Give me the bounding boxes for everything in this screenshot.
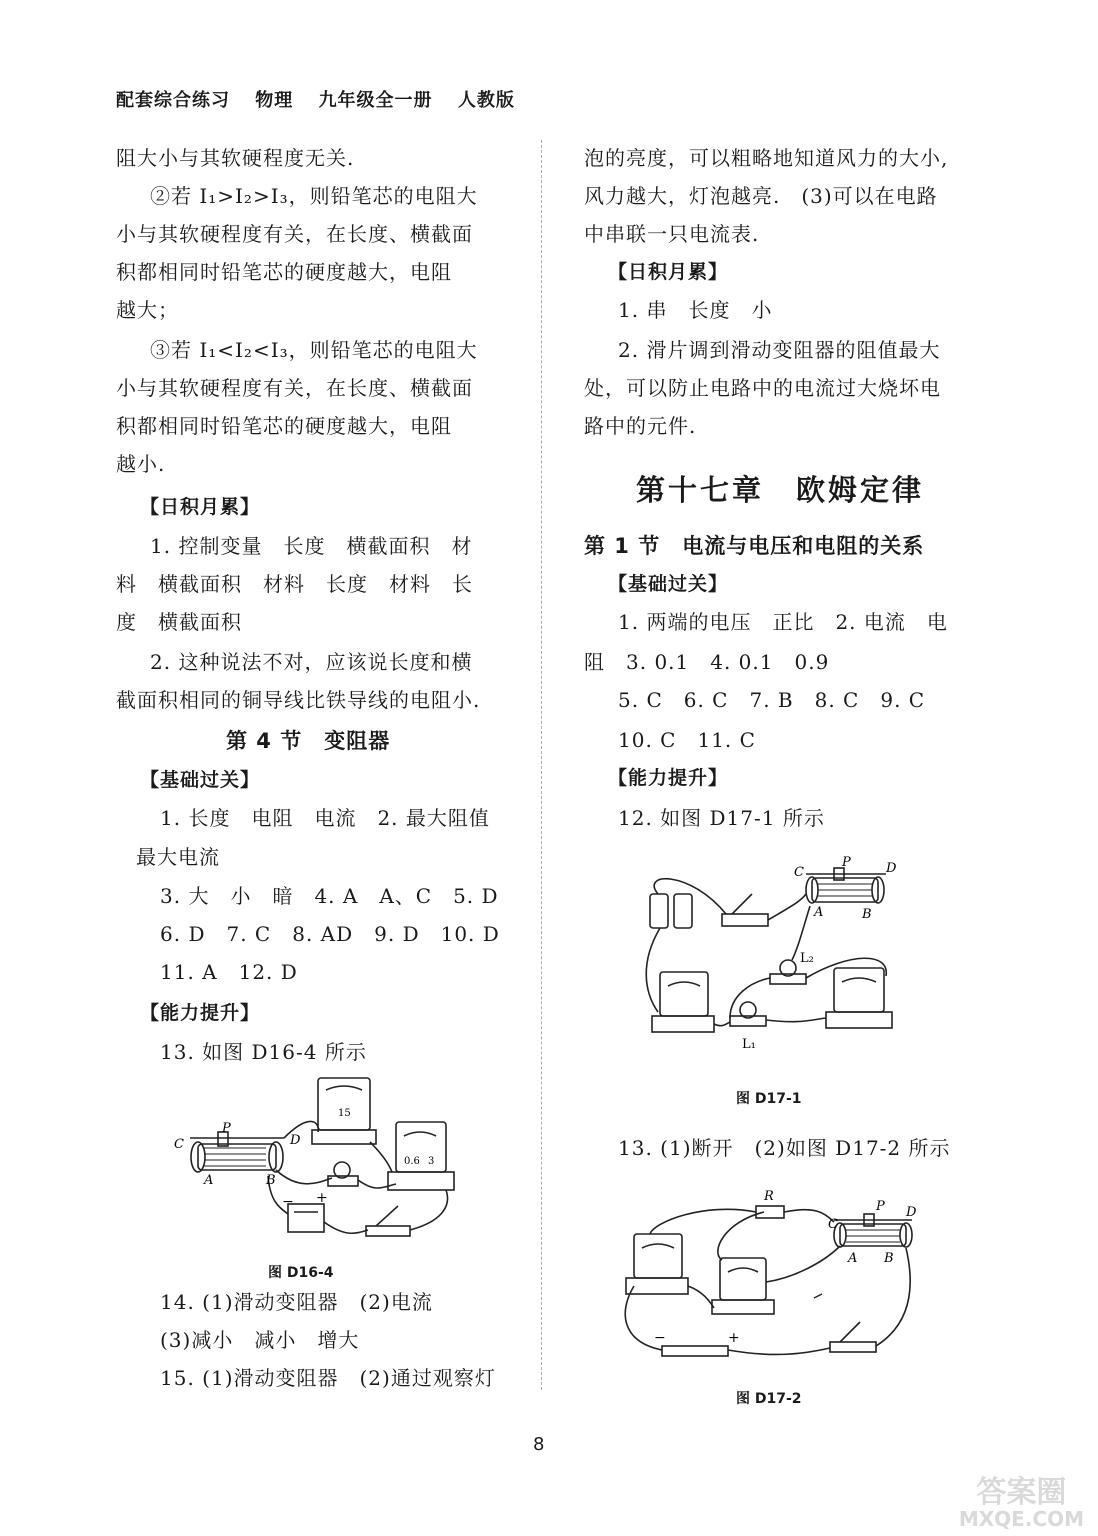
text-line: 积都相同时铅笔芯的硬度越大，电阻 [116, 260, 452, 284]
header-grade: 九年级全一册 [318, 90, 433, 111]
fig-label-15: 15 [338, 1108, 351, 1119]
text-line: 6. D 7. C 8. AD 9. D 10. D [160, 922, 500, 946]
watermark-line1: 答案圈 [976, 1475, 1067, 1510]
circuit-figure-d17-2 [614, 1182, 930, 1372]
text-line: 1. 长度 电阻 电流 2. 最大阻值 [160, 806, 490, 830]
column-divider [541, 140, 542, 1390]
page-header [116, 86, 533, 112]
section-title-1: 第 1 节 电流与电压和电阻的关系 [584, 534, 925, 558]
text-line: 风力越大，灯泡越亮. (3)可以在电路 [584, 184, 938, 208]
fig-label-minus: − [654, 1330, 666, 1346]
text-line: 1. 控制变量 长度 横截面积 材 [150, 534, 473, 558]
header-edition: 人教版 [457, 90, 515, 111]
text-line: (3)减小 减小 增大 [160, 1328, 360, 1352]
fig-label-A: A [814, 905, 824, 920]
fig-label-D: D [886, 861, 897, 876]
circuit-figure-d17-1 [630, 852, 920, 1078]
text-line: 度 横截面积 [116, 610, 242, 634]
header-series: 配套综合练习 [116, 90, 230, 111]
text-line: 小与其软硬程度有关，在长度、横截面 [116, 376, 473, 400]
fig-label-A: A [848, 1251, 858, 1266]
figure-caption-d16-4: 图 D16-4 [268, 1265, 334, 1281]
fig-label-C: C [828, 1217, 838, 1232]
text-line: 积都相同时铅笔芯的硬度越大，电阻 [116, 414, 452, 438]
section-title-4: 第 4 节 变阻器 [226, 729, 391, 753]
text-line: 泡的亮度，可以粗略地知道风力的大小, [584, 146, 949, 170]
text-line: ②若 I₁>I₂>I₃，则铅笔芯的电阻大 [150, 184, 478, 208]
section-tag-rijiyuelei: 【日积月累】 [140, 496, 261, 518]
text-line: 处，可以防止电路中的电流过大烧坏电 [584, 376, 941, 400]
fig-label-B: B [266, 1173, 276, 1188]
text-line: 2. 滑片调到滑动变阻器的阻值最大 [618, 338, 941, 362]
watermark-line2: MXQE.COM [958, 1507, 1084, 1531]
page-number: 8 [533, 1434, 545, 1455]
text-line: ③若 I₁<I₂<I₃，则铅笔芯的电阻大 [150, 338, 478, 362]
text-line: 越小. [116, 452, 166, 476]
text-line: 13. 如图 D16-4 所示 [160, 1040, 367, 1064]
text-line: 15. (1)滑动变阻器 (2)通过观察灯 [160, 1366, 496, 1390]
chapter-title: 第十七章 欧姆定律 [636, 473, 925, 507]
text-line: 阻 3. 0.1 4. 0.1 0.9 [584, 650, 830, 674]
text-line: 12. 如图 D17-1 所示 [618, 806, 825, 830]
figure-caption-d17-2: 图 D17-2 [736, 1391, 802, 1407]
circuit-figure-d16-4 [170, 1072, 470, 1257]
section-tag-jichu: 【基础过关】 [140, 769, 261, 791]
fig-label-C: C [174, 1137, 184, 1152]
fig-label-minus: − [282, 1194, 294, 1210]
text-line: 料 横截面积 材料 长度 材料 长 [116, 572, 473, 596]
text-line: 3. 大 小 暗 4. A A、C 5. D [160, 884, 499, 908]
text-line: 截面积相同的铜导线比铁导线的电阻小. [116, 688, 481, 712]
text-line: 13. (1)断开 (2)如图 D17-2 所示 [618, 1136, 951, 1160]
header-subject: 物理 [255, 90, 294, 111]
fig-label-plus: + [728, 1330, 740, 1346]
text-line: 路中的元件. [584, 414, 697, 438]
section-tag-rijiyuelei: 【日积月累】 [608, 261, 729, 283]
text-line: 小与其软硬程度有关，在长度、横截面 [116, 222, 473, 246]
text-line: 1. 串 长度 小 [618, 298, 773, 322]
fig-label-plus: + [316, 1190, 328, 1206]
figure-caption-d17-1: 图 D17-1 [736, 1091, 802, 1107]
text-line: 阻大小与其软硬程度无关. [116, 146, 355, 170]
text-line: 2. 这种说法不对，应该说长度和横 [150, 650, 473, 674]
fig-label-C: C [794, 865, 804, 880]
fig-label-0.6: 0.6 [404, 1156, 420, 1167]
fig-label-D: D [290, 1133, 301, 1148]
text-line: 14. (1)滑动变阻器 (2)电流 [160, 1290, 433, 1314]
text-line: 1. 两端的电压 正比 2. 电流 电 [618, 610, 948, 634]
fig-label-L2: L₂ [800, 951, 814, 966]
fig-label-L1: L₁ [742, 1037, 756, 1052]
fig-label-B: B [884, 1251, 894, 1266]
fig-label-P: P [842, 855, 851, 870]
fig-label-R: R [764, 1189, 774, 1204]
fig-label-B: B [862, 907, 872, 922]
text-line: 11. A 12. D [160, 960, 298, 984]
section-tag-nengli: 【能力提升】 [608, 767, 729, 789]
watermark [958, 1475, 1084, 1531]
text-line: 中串联一只电流表. [584, 222, 760, 246]
text-line: 5. C 6. C 7. B 8. C 9. C [618, 688, 926, 712]
section-tag-nengli: 【能力提升】 [140, 1002, 261, 1024]
text-line: 最大电流 [136, 845, 220, 869]
text-line: 10. C 11. C [618, 728, 756, 752]
fig-label-3: 3 [428, 1156, 435, 1167]
section-tag-jichu: 【基础过关】 [608, 573, 729, 595]
fig-label-A: A [204, 1173, 214, 1188]
text-line: 越大； [116, 298, 179, 322]
fig-label-P: P [222, 1121, 231, 1136]
fig-label-P: P [876, 1199, 885, 1214]
fig-label-D: D [906, 1205, 917, 1220]
